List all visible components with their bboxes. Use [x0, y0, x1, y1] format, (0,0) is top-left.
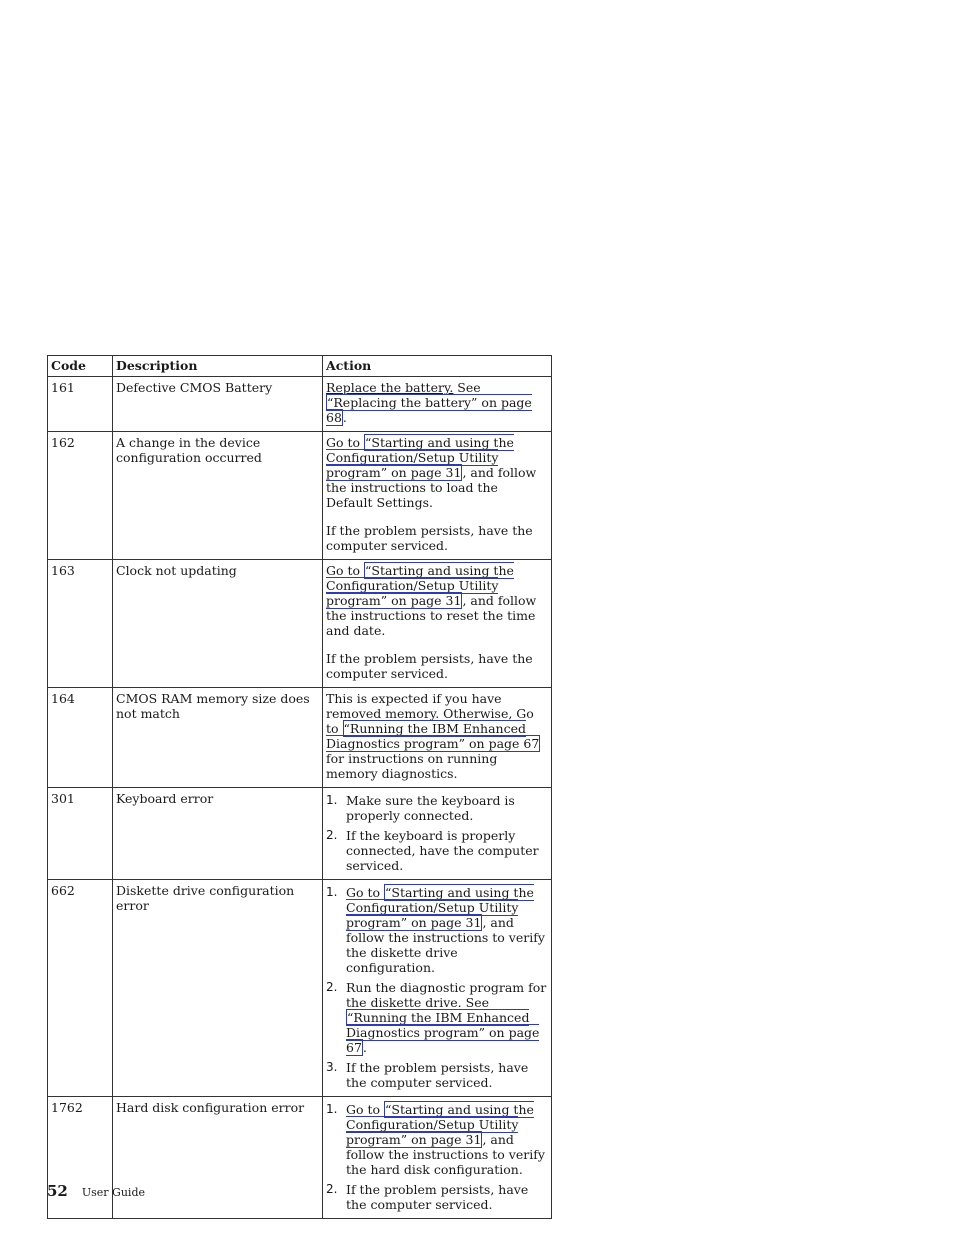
action-text: Go to	[326, 563, 365, 578]
table-row	[48, 377, 552, 432]
step-item	[326, 885, 548, 975]
action-text: This is expected if you have removed memory. Otherwise, Go to	[326, 691, 534, 736]
description-cell: CMOS RAM memory size does not match	[113, 688, 323, 788]
action-text: See	[453, 380, 481, 395]
code-cell: 162	[48, 432, 113, 560]
error-code-table	[47, 355, 552, 1219]
action-text: Run the diagnostic program for the diskette drive. See	[346, 980, 547, 1010]
description-cell: Defective CMOS Battery	[113, 377, 323, 432]
code-cell: 161	[48, 377, 113, 432]
table-row	[48, 560, 552, 688]
action-cell	[323, 1097, 552, 1219]
code-cell: 301	[48, 788, 113, 880]
action-steps	[326, 885, 548, 1090]
header-action: Action	[323, 356, 552, 377]
diagnostics-xref-link[interactable]: “Running the IBM Enhanced Diagnostics program” on page 67	[346, 1010, 540, 1055]
step-item: If the problem persists, have the computer serviced.	[346, 1060, 529, 1090]
diagnostics-xref-link[interactable]: “Running the IBM Enhanced Diagnostics program” on page 67	[326, 721, 540, 751]
action-paragraph	[326, 563, 548, 638]
action-text: .	[342, 410, 347, 425]
step-item: If the keyboard is properly connected, have the computer serviced.	[346, 828, 539, 873]
replacing-battery-xref-link[interactable]: “Replacing the battery” on page 68	[326, 395, 532, 425]
action-text: for instructions on running memory diagnostics.	[326, 751, 498, 781]
page-footer	[47, 1181, 145, 1200]
action-text: Go to	[346, 885, 385, 900]
step-item	[326, 1102, 548, 1177]
code-cell: 662	[48, 880, 113, 1097]
action-cell	[323, 688, 552, 788]
document-name: User Guide	[81, 1186, 145, 1199]
description-cell: Diskette drive configuration error	[113, 880, 323, 1097]
table-row	[48, 432, 552, 560]
header-description: Description	[113, 356, 323, 377]
step-item: If the problem persists, have the computer serviced.	[346, 1182, 529, 1212]
table-row	[48, 788, 552, 880]
action-text: .	[362, 1040, 367, 1055]
setup-utility-xref-link[interactable]: “Starting and using the Configuration/Setup Utility program” on page 31	[326, 435, 514, 480]
setup-utility-xref-link[interactable]: “Starting and using the Configuration/Setup Utility program” on page 31	[326, 563, 514, 608]
description-cell: Hard disk configuration error	[113, 1097, 323, 1219]
page-number: 52	[47, 1182, 68, 1200]
table-row	[48, 688, 552, 788]
replace-battery-link[interactable]: Replace the battery.	[326, 380, 454, 395]
action-cell	[323, 560, 552, 688]
action-paragraph: If the problem persists, have the computer serviced.	[326, 651, 533, 681]
action-cell	[323, 377, 552, 432]
table-header-row	[48, 356, 552, 377]
action-paragraph	[326, 435, 548, 510]
action-paragraph: If the problem persists, have the computer serviced.	[326, 523, 533, 553]
action-text: , and follow the instructions to verify the hard disk configuration.	[346, 1132, 545, 1177]
code-cell: 164	[48, 688, 113, 788]
step-item	[326, 980, 548, 1055]
description-cell: Keyboard error	[113, 788, 323, 880]
action-cell	[323, 432, 552, 560]
step-item: Make sure the keyboard is properly connected.	[346, 793, 515, 823]
description-cell: A change in the device configuration occurred	[113, 432, 323, 560]
action-text: Go to	[346, 1102, 385, 1117]
action-cell	[323, 880, 552, 1097]
action-text: , and follow the instructions to load the Default Settings.	[326, 465, 537, 510]
header-code: Code	[48, 356, 113, 377]
action-steps	[326, 1102, 548, 1212]
setup-utility-xref-link[interactable]: “Starting and using the Configuration/Setup Utility program” on page 31	[346, 885, 534, 930]
action-text: Go to	[326, 435, 365, 450]
table-row	[48, 880, 552, 1097]
action-text: , and follow the instructions to verify the diskette drive configuration.	[346, 915, 545, 975]
action-text: , and follow the instructions to reset the time and date.	[326, 593, 537, 638]
code-cell: 163	[48, 560, 113, 688]
action-cell	[323, 788, 552, 880]
table-row	[48, 1097, 552, 1219]
description-cell: Clock not updating	[113, 560, 323, 688]
action-steps	[326, 793, 548, 873]
code-cell: 1762	[48, 1097, 113, 1219]
setup-utility-xref-link[interactable]: “Starting and using the Configuration/Setup Utility program” on page 31	[346, 1102, 534, 1147]
